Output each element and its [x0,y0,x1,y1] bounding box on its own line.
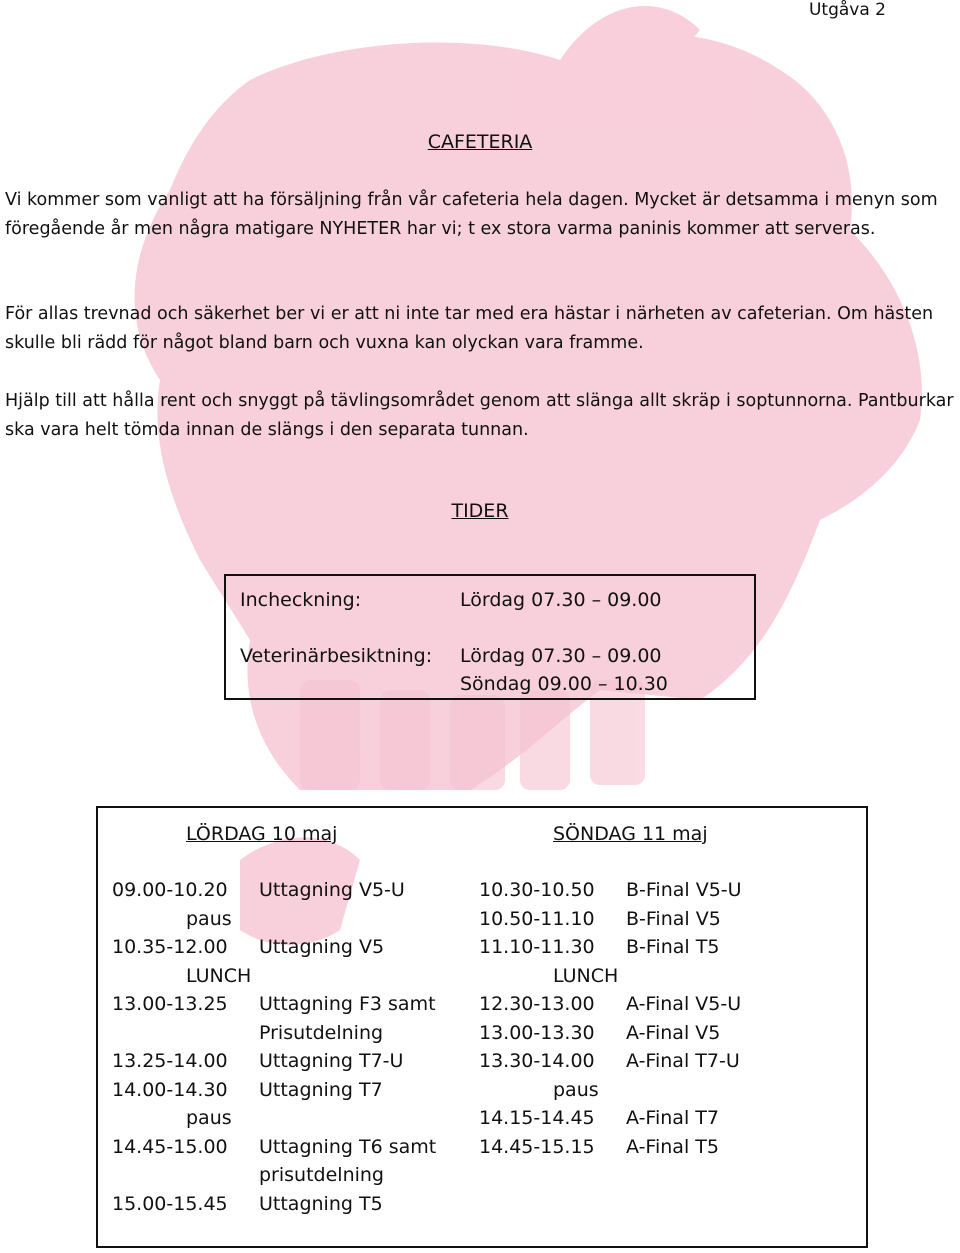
schedule-event: A-Final T7-U [626,1050,740,1072]
schedule-time: 11.10-11.30 [479,936,595,958]
vet-time-sunday: Söndag 09.00 – 10.30 [460,673,668,695]
tider-heading: TIDER [451,500,509,522]
schedule-event: B-Final T5 [626,936,720,958]
schedule-event: A-Final T5 [626,1135,719,1158]
schedule-time: paus [186,907,232,930]
safety-paragraph: För allas trevnad och säkerhet ber vi er att ni inte tar med era hästar i närheten av cafeterian. Om hästen skulle bli rädd för något bland barn och vuxna kan olyckan vara framme. [5,304,934,353]
schedule-event: prisutdelning [259,1164,384,1186]
schedule-time: 13.30-14.00 [479,1050,595,1072]
sunday-heading: SÖNDAG 11 maj [553,823,708,845]
schedule-time: 09.00-10.20 [112,879,228,901]
schedule-time: 10.50-11.10 [479,907,595,930]
schedule-time: 13.00-13.25 [112,993,228,1015]
schedule-time: 10.30-10.50 [479,879,595,901]
schedule-time: 14.45-15.15 [479,1135,595,1158]
schedule-time: 14.00-14.30 [112,1078,228,1101]
schedule-time: 14.15-14.45 [479,1107,595,1129]
schedule-time: LUNCH [553,964,619,987]
schedule-event: A-Final V5-U [626,993,742,1015]
schedule-time: 15.00-15.45 [112,1192,228,1215]
schedule-time: paus [553,1078,599,1101]
schedule-event: Uttagning V5 [259,936,385,958]
schedule-event: A-Final V5 [626,1021,721,1044]
checkin-time: Lördag 07.30 – 09.00 [460,589,662,611]
tider-box [224,574,756,700]
vet-time-saturday: Lördag 07.30 – 09.00 [460,645,662,667]
checkin-label: Incheckning: [240,589,362,611]
schedule-time: LUNCH [186,964,252,987]
schedule-event: Uttagning T7 [259,1078,383,1101]
cleanup-paragraph: Hjälp till att hålla rent och snyggt på tävlingsområdet genom att slänga allt skräp i soptunnorna. Pantburkar ska vara helt tömda innan de slängs i den separata tunnan. [5,391,954,440]
schedule-box [96,806,868,1248]
schedule-time: 12.30-13.00 [479,993,595,1015]
schedule-time: 14.45-15.00 [112,1135,228,1158]
vet-label: Veterinärbesiktning: [240,645,433,667]
cafeteria-paragraph: Vi kommer som vanligt att ha försäljning från vår cafeteria hela dagen. Mycket är detsamma i menyn som föregående år men några matigare NYHETER har vi; t ex stora varma paninis kommer att serveras. [5,190,938,239]
schedule-time: 13.25-14.00 [112,1050,228,1072]
schedule-event: Uttagning V5-U [259,879,405,901]
schedule-event: B-Final V5-U [626,879,742,901]
schedule-event: Uttagning T5 [259,1192,383,1215]
schedule-event: B-Final V5 [626,907,721,930]
schedule-time: 10.35-12.00 [112,936,228,958]
schedule-time: paus [186,1107,232,1129]
schedule-event: Uttagning T6 samt [259,1135,437,1158]
schedule-event: A-Final T7 [626,1107,719,1129]
schedule-event: Prisutdelning [259,1021,384,1044]
schedule-event: Uttagning F3 samt [259,993,436,1015]
schedule-event: Uttagning T7-U [259,1050,404,1072]
saturday-heading: LÖRDAG 10 maj [186,823,338,845]
schedule-time: 13.00-13.30 [479,1021,595,1044]
cafeteria-heading: CAFETERIA [427,131,533,153]
edition-label: Utgåva 2 [808,0,886,20]
